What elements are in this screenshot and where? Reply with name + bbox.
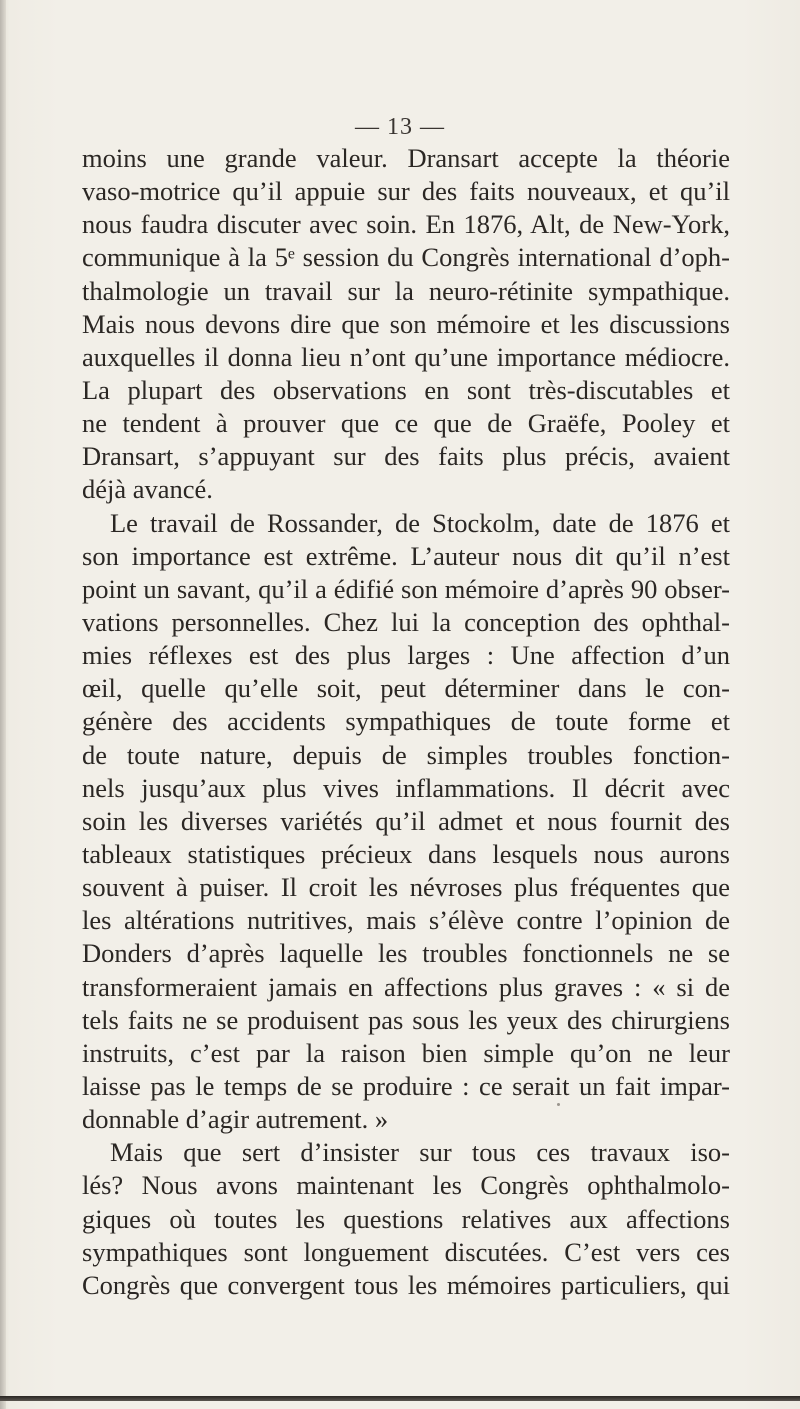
text-line: mies réflexes est des plus larges : Une affection d’un — [82, 640, 730, 671]
text-line: ne tendent à prouver que ce que de Graëfe, Pooley et — [82, 408, 730, 439]
text-line: souvent à puiser. Il croit les névroses plus fréquentes que — [82, 872, 730, 903]
text-line: communique à la 5ᵉ session du Congrès international d’oph- — [82, 242, 730, 273]
text-line: thalmologie un travail sur la neuro-rétinite sympathique. — [82, 275, 730, 306]
body-text — [82, 142, 730, 1302]
text-line: soin les diverses variétés qu’il admet et nous fournit des — [82, 805, 730, 836]
text-line: génère des accidents sympathiques de toute forme et — [82, 706, 730, 737]
text-line: tels faits ne se produisent pas sous les yeux des chirurgiens — [82, 1004, 730, 1035]
paragraph-start-line: Mais que sert d’insister sur tous ces travaux iso- — [110, 1137, 730, 1168]
text-line: transformeraient jamais en affections plus graves : « si de — [82, 971, 730, 1002]
text-line: sympathiques sont longuement discutées. C’est vers ces — [82, 1236, 730, 1267]
text-line: vaso-motrice qu’il appuie sur des faits nouveaux, et qu’il — [82, 176, 730, 207]
text-line: tableaux statistiques précieux dans lesquels nous aurons — [82, 838, 730, 869]
text-line: son importance est extrême. L’auteur nous dit qu’il n’est — [82, 540, 730, 571]
page-number: — 13 — — [355, 114, 445, 140]
text-line: les altérations nutritives, mais s’élève contre l’opinion de — [82, 905, 730, 936]
text-line: déjà avancé. — [82, 474, 213, 505]
text-line: instruits, c’est par la raison bien simple qu’on ne leur — [82, 1037, 730, 1068]
paragraph-start-line: Le travail de Rossander, de Stockolm, date de 1876 et — [110, 507, 730, 538]
text-line: œil, quelle qu’elle soit, peut déterminer dans le con- — [82, 673, 730, 704]
text-line: vations personnelles. Chez lui la conception des ophthal- — [82, 606, 730, 637]
text-line: point un savant, qu’il a édifié son mémoire d’après 90 obser- — [82, 573, 730, 604]
text-line: auxquelles il donna lieu n’ont qu’une importance médiocre. — [82, 341, 730, 372]
text-line: de toute nature, depuis de simples troubles fonction- — [82, 739, 730, 770]
text-line: Congrès que convergent tous les mémoires particuliers, qui — [82, 1269, 730, 1300]
text-line: laisse pas le temps de se produire : ce serait un fait impar- — [82, 1070, 730, 1101]
text-line: nous faudra discuter avec soin. En 1876, Alt, de New-York, — [82, 209, 730, 240]
text-line: nels jusqu’aux plus vives inflammations. Il décrit avec — [82, 772, 730, 803]
text-line: La plupart des observations en sont très-discutables et — [82, 374, 730, 405]
page-binding-edge — [0, 0, 6, 1409]
text-line: giques où toutes les questions relatives aux affections — [82, 1203, 730, 1234]
text-line: Dransart, s’appuyant sur des faits plus précis, avaient — [82, 441, 730, 472]
text-line: Mais nous devons dire que son mémoire et les discussions — [82, 308, 730, 339]
text-line: donnable d’agir autrement. » — [82, 1104, 389, 1135]
paper-speck — [557, 1103, 560, 1106]
text-line: Donders d’après laquelle les troubles fonctionnels ne se — [82, 938, 730, 969]
text-line: moins une grande valeur. Dransart accepte la théorie — [82, 143, 730, 173]
bottom-edge-rule — [0, 1396, 800, 1401]
text-line: lés? Nous avons maintenant les Congrès ophthalmolo- — [82, 1170, 730, 1201]
